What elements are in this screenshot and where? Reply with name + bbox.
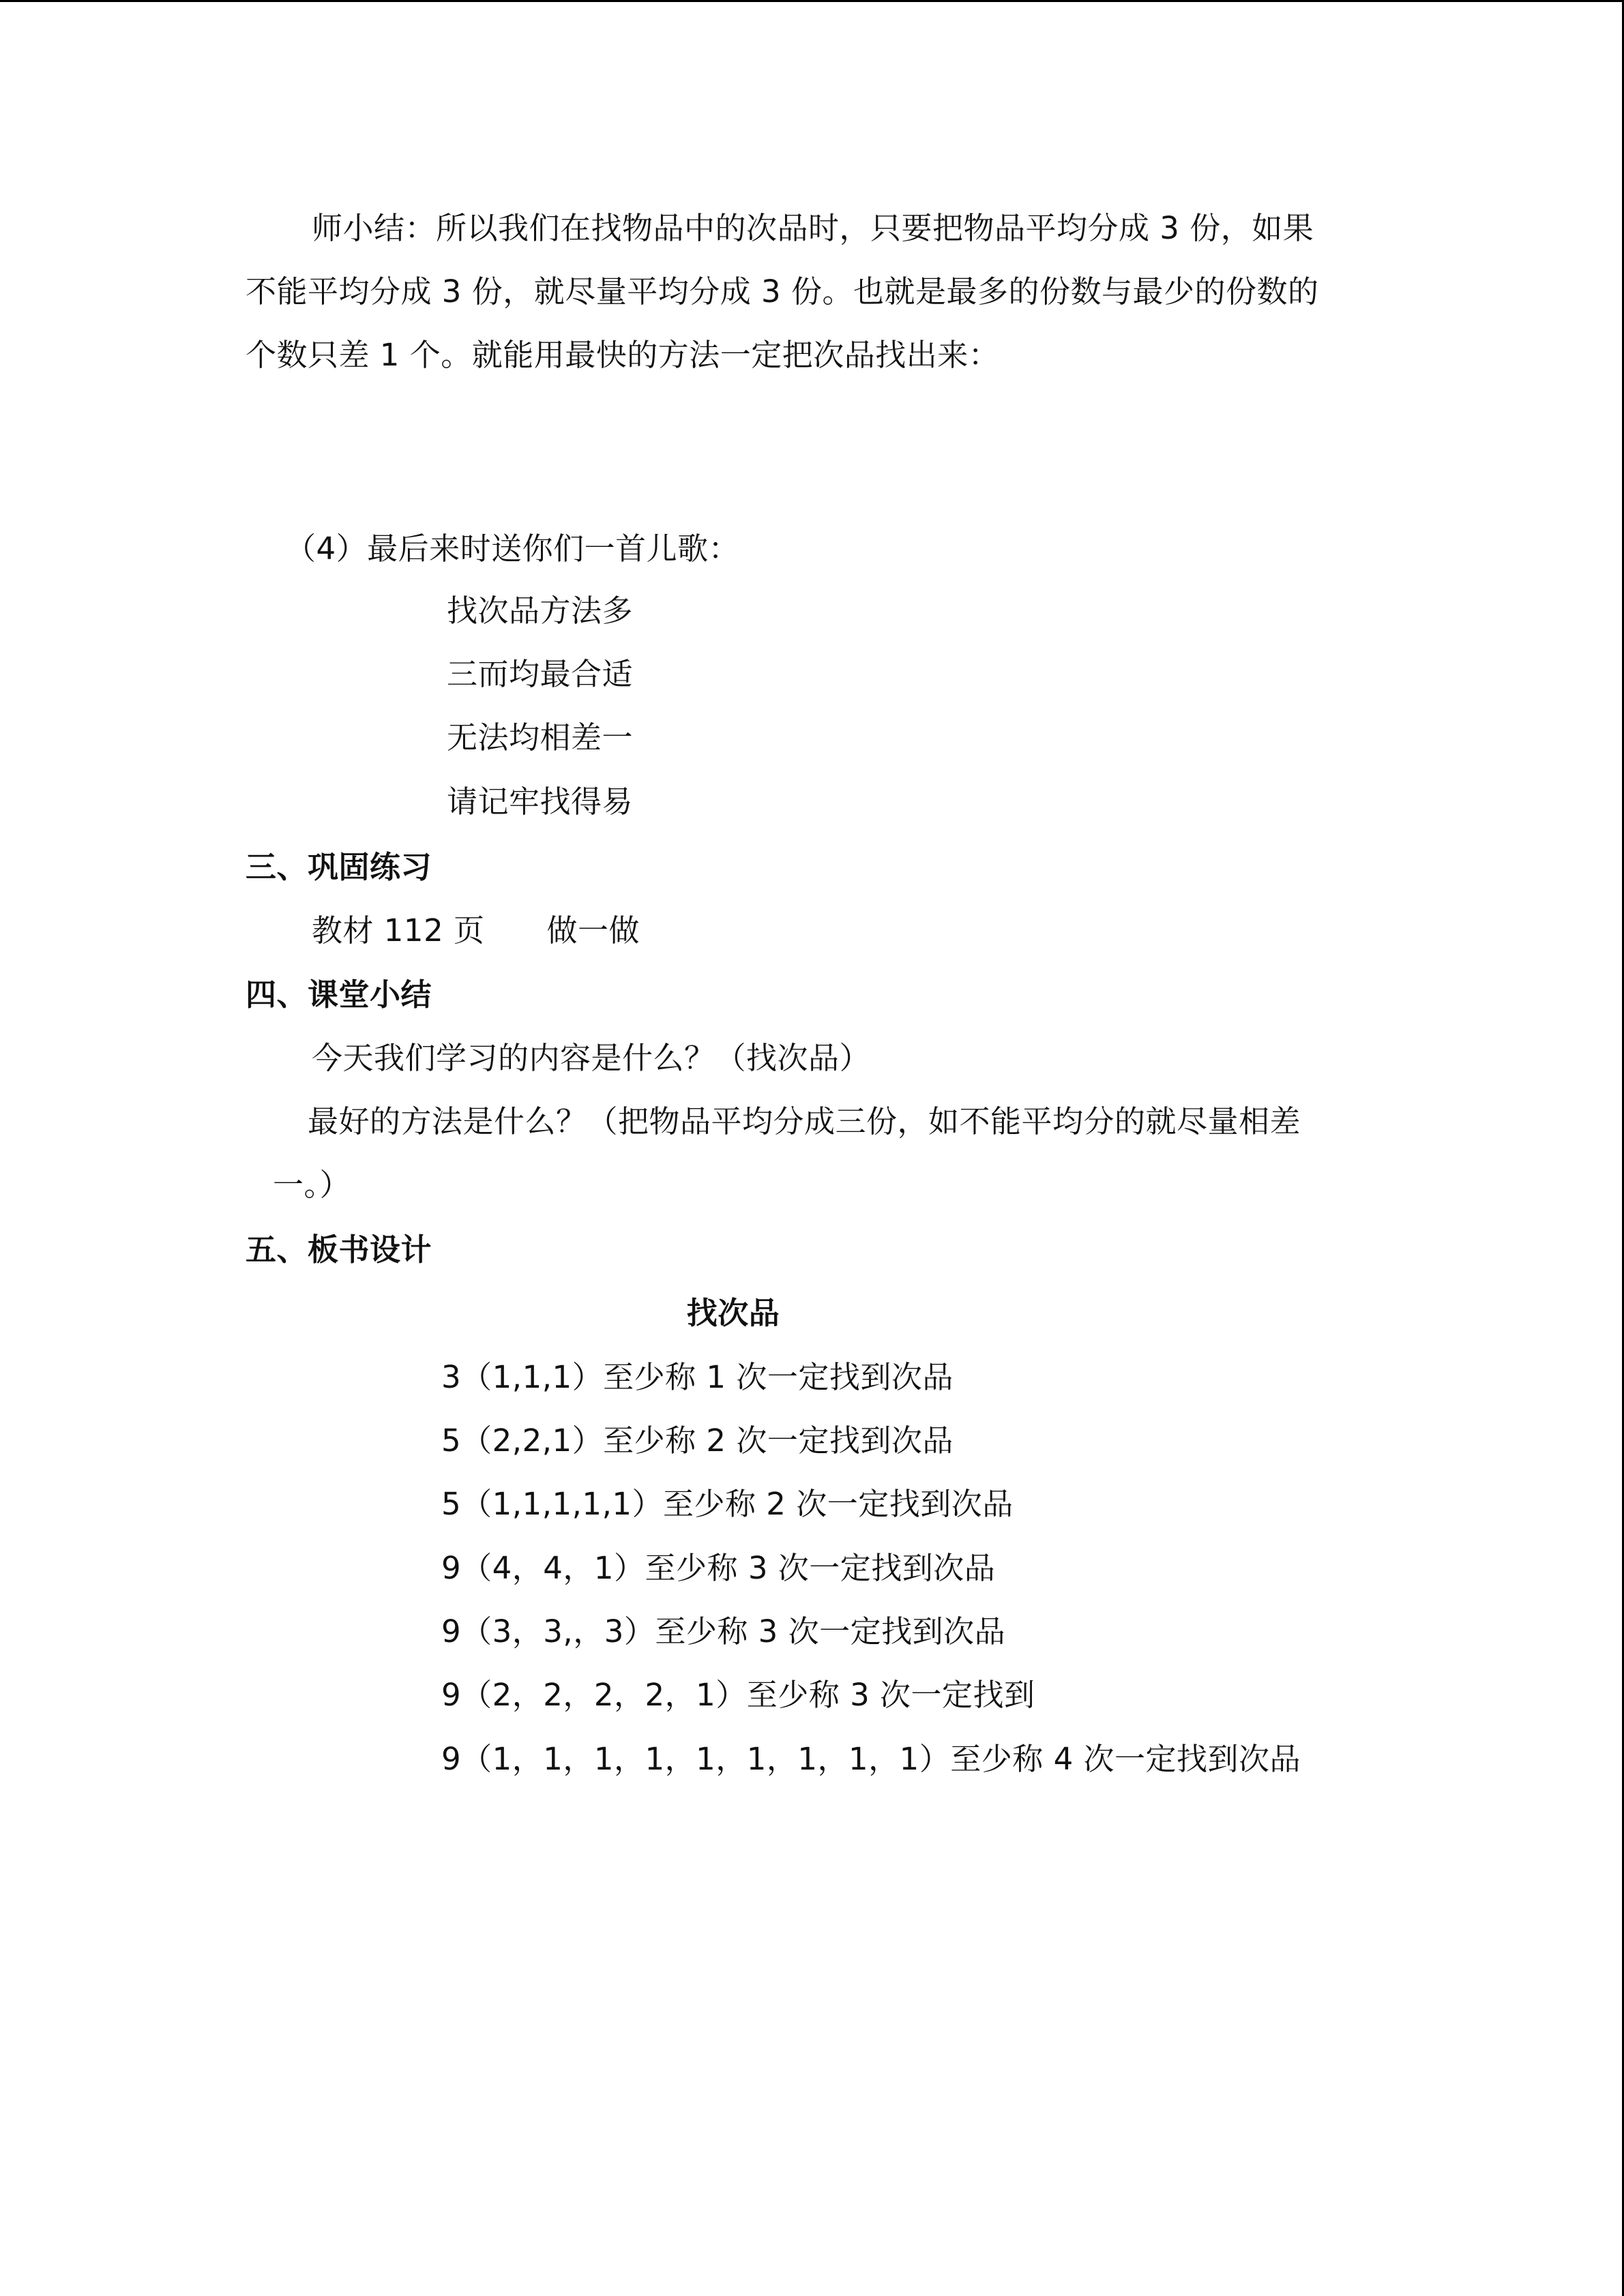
section-4-question-1: 今天我们学习的内容是什么？（找次品） — [312, 1040, 871, 1076]
page-border-top — [0, 0, 1624, 2]
section-3-text: 教材 112 页 做一做 — [312, 912, 640, 949]
board-line-4: 9（4，4，1）至少称 3 次一定找到次品 — [441, 1550, 996, 1586]
section-4-question-2-line-1: 最好的方法是什么？（把物品平均分成三份，如不能平均分的就尽量相差 — [308, 1103, 1301, 1139]
section-4-heading: 四、课堂小结 — [246, 976, 432, 1013]
song-line-2: 三而均最合适 — [447, 656, 634, 692]
section-3-heading: 三、巩固练习 — [246, 849, 432, 885]
summary-line-1: 师小结：所以我们在找物品中的次品时，只要把物品平均分成 3 份，如果 — [312, 210, 1314, 246]
section-5-heading: 五、板书设计 — [246, 1232, 432, 1268]
summary-line-3: 个数只差 1 个。就能用最快的方法一定把次品找出来： — [246, 337, 1000, 373]
board-line-2: 5（2,2,1）至少称 2 次一定找到次品 — [441, 1422, 954, 1459]
song-line-4: 请记牢找得易 — [447, 784, 634, 820]
song-intro: （4）最后来时送你们一首儿歌： — [285, 531, 740, 567]
summary-line-2: 不能平均分成 3 份，就尽量平均分成 3 份。也就是最多的份数与最少的份数的 — [246, 273, 1319, 310]
board-title: 找次品 — [686, 1295, 780, 1331]
board-line-1: 3（1,1,1）至少称 1 次一定找到次品 — [441, 1359, 954, 1395]
board-line-3: 5（1,1,1,1,1）至少称 2 次一定找到次品 — [441, 1486, 1014, 1522]
song-line-1: 找次品方法多 — [447, 593, 634, 629]
board-line-7: 9（1，1，1，1，1，1，1，1，1）至少称 4 次一定找到次品 — [441, 1741, 1301, 1777]
board-line-5: 9（3，3,，3）至少称 3 次一定找到次品 — [441, 1613, 1006, 1650]
section-4-question-2-line-2: 一。） — [273, 1167, 351, 1203]
song-line-3: 无法均相差一 — [447, 719, 634, 756]
board-line-6: 9（2，2，2，2，1）至少称 3 次一定找到 — [441, 1677, 1035, 1713]
